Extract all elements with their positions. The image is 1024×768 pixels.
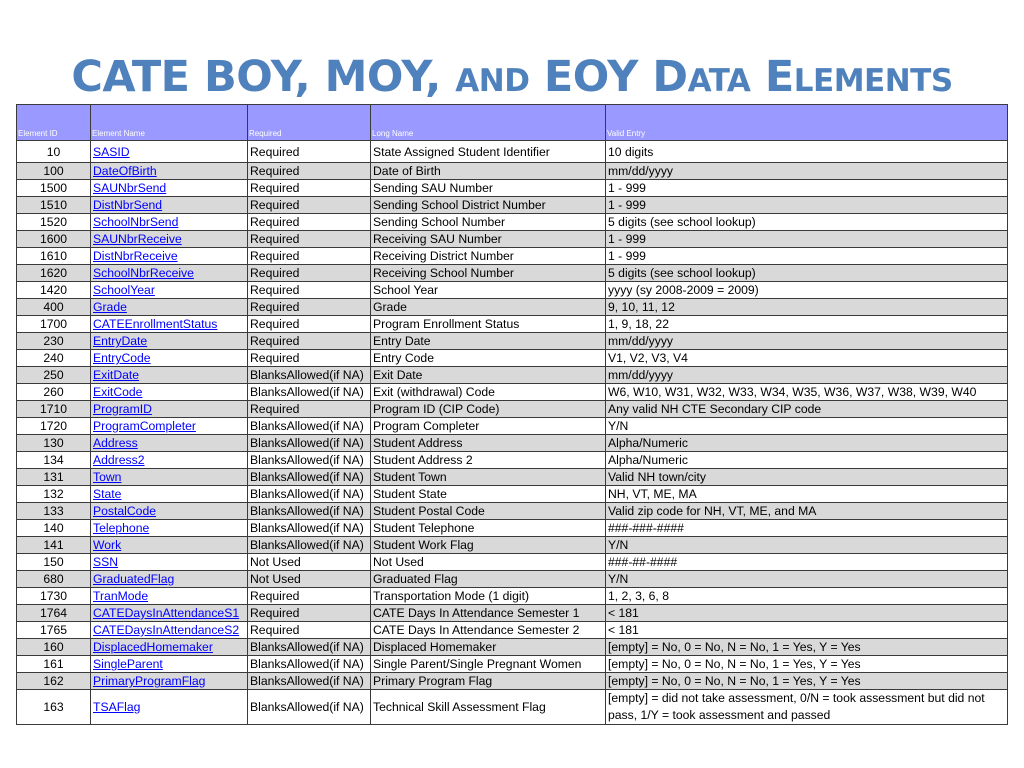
cell-element-name [91, 520, 248, 537]
cell-element-name [91, 622, 248, 639]
cell-required: Required [248, 299, 371, 316]
table-body [17, 141, 1008, 725]
cell-element-id: 134 [17, 452, 91, 469]
element-name-link[interactable]: EntryCode [93, 351, 151, 365]
cell-required: BlanksAllowed(if NA) [248, 639, 371, 656]
cell-element-id: 162 [17, 673, 91, 690]
page-title [0, 42, 1024, 112]
cell-long-name: Program Enrollment Status [371, 316, 606, 333]
cell-long-name: Grade [371, 299, 606, 316]
cell-valid-entry: mm/dd/yyyy [606, 367, 1008, 384]
cell-valid-entry: 5 digits (see school lookup) [606, 214, 1008, 231]
cell-valid-entry: V1, V2, V3, V4 [606, 350, 1008, 367]
element-name-link[interactable]: Telephone [93, 521, 150, 535]
cell-required: BlanksAllowed(if NA) [248, 469, 371, 486]
table-row [17, 163, 1008, 180]
cell-element-name [91, 690, 248, 725]
cell-valid-entry: 5 digits (see school lookup) [606, 265, 1008, 282]
element-name-link[interactable]: SingleParent [93, 657, 163, 671]
cell-valid-entry: < 181 [606, 622, 1008, 639]
cell-element-name [91, 418, 248, 435]
cell-long-name: Not Used [371, 554, 606, 571]
cell-element-name [91, 435, 248, 452]
cell-element-id: 400 [17, 299, 91, 316]
table-row [17, 333, 1008, 350]
table-row [17, 299, 1008, 316]
cell-element-name [91, 367, 248, 384]
cell-element-name [91, 537, 248, 554]
cell-element-id: 140 [17, 520, 91, 537]
cell-valid-entry: 1 - 999 [606, 248, 1008, 265]
cell-element-name [91, 265, 248, 282]
cell-element-name [91, 333, 248, 350]
cell-element-id: 141 [17, 537, 91, 554]
table-row [17, 690, 1008, 725]
cell-element-name [91, 350, 248, 367]
column-header-required: Required [248, 105, 371, 141]
cell-required: Required [248, 248, 371, 265]
cell-valid-entry: NH, VT, ME, MA [606, 486, 1008, 503]
cell-required: BlanksAllowed(if NA) [248, 435, 371, 452]
table-row [17, 141, 1008, 163]
cell-element-name [91, 486, 248, 503]
cell-required: Not Used [248, 554, 371, 571]
cell-valid-entry: 1 - 999 [606, 180, 1008, 197]
cell-valid-entry: mm/dd/yyyy [606, 163, 1008, 180]
cell-long-name: Student State [371, 486, 606, 503]
cell-element-name [91, 673, 248, 690]
cell-element-id: 1600 [17, 231, 91, 248]
cell-required: Required [248, 163, 371, 180]
title-text: AND [455, 63, 530, 99]
element-name-link[interactable]: SchoolYear [93, 283, 155, 297]
cell-long-name: State Assigned Student Identifier [371, 141, 606, 163]
data-elements-table [16, 104, 1008, 725]
cell-valid-entry: Y/N [606, 571, 1008, 588]
cell-element-id: 240 [17, 350, 91, 367]
element-name-link[interactable]: Work [93, 538, 122, 552]
element-name-link[interactable]: PrimaryProgramFlag [93, 674, 206, 688]
table-row [17, 401, 1008, 418]
cell-required: Not Used [248, 571, 371, 588]
cell-required: Required [248, 333, 371, 350]
cell-element-id: 1710 [17, 401, 91, 418]
cell-long-name: Single Parent/Single Pregnant Women [371, 656, 606, 673]
cell-required: BlanksAllowed(if NA) [248, 673, 371, 690]
cell-element-id: 1765 [17, 622, 91, 639]
table-row [17, 316, 1008, 333]
cell-required: Required [248, 588, 371, 605]
cell-element-name [91, 180, 248, 197]
cell-long-name: Displaced Homemaker [371, 639, 606, 656]
table-row [17, 452, 1008, 469]
cell-valid-entry: W6, W10, W31, W32, W33, W34, W35, W36, W37, W38, W39, W40 [606, 384, 1008, 401]
table-row [17, 605, 1008, 622]
cell-long-name: Student Postal Code [371, 503, 606, 520]
cell-element-name [91, 316, 248, 333]
element-name-link[interactable]: PostalCode [93, 504, 157, 518]
table-row [17, 197, 1008, 214]
cell-long-name: Student Work Flag [371, 537, 606, 554]
table-row [17, 520, 1008, 537]
element-name-link[interactable]: Grade [93, 300, 127, 314]
cell-valid-entry: < 181 [606, 605, 1008, 622]
cell-element-name [91, 588, 248, 605]
element-name-link[interactable]: SSN [93, 555, 119, 569]
element-name-link[interactable]: CATEDaysInAttendanceS2 [93, 623, 240, 637]
cell-element-name [91, 469, 248, 486]
cell-element-name [91, 214, 248, 231]
cell-required: Required [248, 197, 371, 214]
cell-long-name: Program ID (CIP Code) [371, 401, 606, 418]
cell-required: BlanksAllowed(if NA) [248, 367, 371, 384]
table-row [17, 265, 1008, 282]
cell-valid-entry: [empty] = did not take assessment, 0/N = took assessment but did not pass, 1/Y = took assessment and passed [606, 690, 1008, 725]
element-name-link[interactable]: SAUNbrSend [93, 181, 167, 195]
element-name-link[interactable]: ExitCode [93, 385, 143, 399]
cell-required: BlanksAllowed(if NA) [248, 503, 371, 520]
cell-element-id: 133 [17, 503, 91, 520]
cell-valid-entry: Valid NH town/city [606, 469, 1008, 486]
table-row [17, 435, 1008, 452]
element-name-link[interactable]: DistNbrSend [93, 198, 163, 212]
element-name-link[interactable]: TSAFlag [93, 700, 141, 714]
table-row [17, 486, 1008, 503]
table-row [17, 418, 1008, 435]
cell-element-id: 1764 [17, 605, 91, 622]
element-name-link[interactable]: DistNbrReceive [93, 249, 178, 263]
column-header-element-id: Element ID [17, 105, 91, 141]
cell-element-id: 160 [17, 639, 91, 656]
table-row [17, 656, 1008, 673]
cell-valid-entry: Y/N [606, 418, 1008, 435]
column-header-element-name: Element Name [91, 105, 248, 141]
cell-valid-entry: mm/dd/yyyy [606, 333, 1008, 350]
cell-required: Required [248, 231, 371, 248]
cell-valid-entry: 10 digits [606, 141, 1008, 163]
cell-element-id: 1730 [17, 588, 91, 605]
cell-long-name: School Year [371, 282, 606, 299]
cell-long-name: Entry Code [371, 350, 606, 367]
cell-long-name: Technical Skill Assessment Flag [371, 690, 606, 725]
cell-valid-entry: Any valid NH CTE Secondary CIP code [606, 401, 1008, 418]
cell-element-name [91, 503, 248, 520]
cell-required: Required [248, 180, 371, 197]
title-text: EOY D [529, 52, 688, 102]
table-row [17, 673, 1008, 690]
cell-long-name: CATE Days In Attendance Semester 2 [371, 622, 606, 639]
table-row [17, 554, 1008, 571]
cell-required: Required [248, 401, 371, 418]
cell-valid-entry: [empty] = No, 0 = No, N = No, 1 = Yes, Y = Yes [606, 639, 1008, 656]
cell-element-id: 230 [17, 333, 91, 350]
cell-element-id: 1610 [17, 248, 91, 265]
cell-long-name: CATE Days In Attendance Semester 1 [371, 605, 606, 622]
table-row [17, 282, 1008, 299]
element-name-link[interactable]: ProgramID [93, 402, 152, 416]
cell-long-name: Sending School Number [371, 214, 606, 231]
cell-required: Required [248, 605, 371, 622]
title-text: ATA [687, 63, 751, 99]
element-name-link[interactable]: SchoolNbrReceive [93, 266, 194, 280]
table-row [17, 537, 1008, 554]
element-name-link[interactable]: Town [93, 470, 122, 484]
element-name-link[interactable]: Address [93, 436, 138, 450]
cell-element-id: 163 [17, 690, 91, 725]
cell-element-name [91, 248, 248, 265]
cell-element-id: 1420 [17, 282, 91, 299]
table-row [17, 384, 1008, 401]
table-row [17, 248, 1008, 265]
cell-valid-entry: Valid zip code for NH, VT, ME, and MA [606, 503, 1008, 520]
cell-element-name [91, 639, 248, 656]
cell-required: BlanksAllowed(if NA) [248, 537, 371, 554]
table-row [17, 350, 1008, 367]
cell-element-name [91, 554, 248, 571]
cell-element-name [91, 163, 248, 180]
cell-element-id: 1720 [17, 418, 91, 435]
cell-long-name: Program Completer [371, 418, 606, 435]
cell-required: Required [248, 350, 371, 367]
cell-required: BlanksAllowed(if NA) [248, 486, 371, 503]
cell-required: BlanksAllowed(if NA) [248, 418, 371, 435]
table-row [17, 571, 1008, 588]
table-row [17, 588, 1008, 605]
element-name-link[interactable]: EntryDate [93, 334, 148, 348]
cell-element-name [91, 571, 248, 588]
cell-valid-entry: Alpha/Numeric [606, 452, 1008, 469]
cell-long-name: Primary Program Flag [371, 673, 606, 690]
element-name-link[interactable]: CATEEnrollmentStatus [93, 317, 218, 331]
cell-required: BlanksAllowed(if NA) [248, 452, 371, 469]
element-name-link[interactable]: DisplacedHomemaker [93, 640, 213, 654]
cell-element-id: 150 [17, 554, 91, 571]
cell-long-name: Exit (withdrawal) Code [371, 384, 606, 401]
cell-valid-entry: 9, 10, 11, 12 [606, 299, 1008, 316]
cell-element-name [91, 384, 248, 401]
cell-long-name: Receiving District Number [371, 248, 606, 265]
cell-long-name: Student Address 2 [371, 452, 606, 469]
table-row [17, 503, 1008, 520]
cell-long-name: Student Address [371, 435, 606, 452]
cell-valid-entry: ###-###-#### [606, 520, 1008, 537]
cell-element-id: 1510 [17, 197, 91, 214]
element-name-link[interactable]: SchoolNbrSend [93, 215, 179, 229]
cell-required: Required [248, 316, 371, 333]
cell-required: Required [248, 141, 371, 163]
cell-long-name: Student Town [371, 469, 606, 486]
cell-long-name: Sending School District Number [371, 197, 606, 214]
cell-element-name [91, 282, 248, 299]
cell-element-name [91, 197, 248, 214]
cell-element-id: 130 [17, 435, 91, 452]
cell-long-name: Sending SAU Number [371, 180, 606, 197]
cell-element-name [91, 452, 248, 469]
cell-valid-entry: ###-##-#### [606, 554, 1008, 571]
table-row [17, 469, 1008, 486]
cell-required: BlanksAllowed(if NA) [248, 384, 371, 401]
cell-valid-entry: 1, 2, 3, 6, 8 [606, 588, 1008, 605]
cell-long-name: Student Telephone [371, 520, 606, 537]
table-row [17, 622, 1008, 639]
cell-element-id: 260 [17, 384, 91, 401]
element-name-link[interactable]: Address2 [93, 453, 145, 467]
cell-required: Required [248, 214, 371, 231]
cell-element-id: 1520 [17, 214, 91, 231]
cell-element-name [91, 141, 248, 163]
table-row [17, 214, 1008, 231]
title-text: E [750, 52, 794, 102]
cell-element-id: 131 [17, 469, 91, 486]
cell-valid-entry: 1, 9, 18, 22 [606, 316, 1008, 333]
cell-element-id: 1700 [17, 316, 91, 333]
table-row [17, 231, 1008, 248]
cell-element-id: 250 [17, 367, 91, 384]
table-row [17, 367, 1008, 384]
cell-required: Required [248, 265, 371, 282]
cell-valid-entry: 1 - 999 [606, 197, 1008, 214]
cell-required: Required [248, 622, 371, 639]
cell-long-name: Exit Date [371, 367, 606, 384]
cell-valid-entry: [empty] = No, 0 = No, N = No, 1 = Yes, Y = Yes [606, 673, 1008, 690]
element-name-link[interactable]: ProgramCompleter [93, 419, 196, 433]
cell-element-id: 161 [17, 656, 91, 673]
cell-element-id: 100 [17, 163, 91, 180]
cell-required: BlanksAllowed(if NA) [248, 520, 371, 537]
cell-element-name [91, 231, 248, 248]
cell-long-name: Graduated Flag [371, 571, 606, 588]
column-header-valid-entry: Valid Entry [606, 105, 1008, 141]
cell-long-name: Entry Date [371, 333, 606, 350]
cell-element-id: 1500 [17, 180, 91, 197]
cell-required: Required [248, 282, 371, 299]
table-row [17, 180, 1008, 197]
cell-valid-entry: Y/N [606, 537, 1008, 554]
cell-long-name: Date of Birth [371, 163, 606, 180]
element-name-link[interactable]: ExitDate [93, 368, 140, 382]
cell-element-name [91, 656, 248, 673]
cell-element-name [91, 605, 248, 622]
title-text: CATE BOY, MOY, [71, 52, 456, 102]
table-row [17, 639, 1008, 656]
cell-required: BlanksAllowed(if NA) [248, 690, 371, 725]
cell-element-id: 1620 [17, 265, 91, 282]
cell-element-id: 132 [17, 486, 91, 503]
cell-valid-entry: Alpha/Numeric [606, 435, 1008, 452]
cell-required: BlanksAllowed(if NA) [248, 656, 371, 673]
element-name-link[interactable]: GraduatedFlag [93, 572, 175, 586]
cell-valid-entry: yyyy (sy 2008-2009 = 2009) [606, 282, 1008, 299]
element-name-link[interactable]: SASID [93, 144, 130, 159]
cell-element-name [91, 299, 248, 316]
cell-valid-entry: 1 - 999 [606, 231, 1008, 248]
element-name-link[interactable]: DateOfBirth [93, 164, 157, 178]
title-text: LEMENTS [793, 63, 953, 99]
cell-long-name: Transportation Mode (1 digit) [371, 588, 606, 605]
table-header-row [17, 105, 1008, 141]
element-name-link[interactable]: CATEDaysInAttendanceS1 [93, 606, 240, 620]
element-name-link[interactable]: State [93, 487, 122, 501]
element-name-link[interactable]: TranMode [93, 589, 149, 603]
cell-long-name: Receiving School Number [371, 265, 606, 282]
cell-long-name: Receiving SAU Number [371, 231, 606, 248]
element-name-link[interactable]: SAUNbrReceive [93, 232, 182, 246]
cell-element-id: 680 [17, 571, 91, 588]
column-header-long-name: Long Name [371, 105, 606, 141]
cell-element-id: 10 [17, 141, 91, 163]
cell-element-name [91, 401, 248, 418]
cell-valid-entry: [empty] = No, 0 = No, N = No, 1 = Yes, Y = Yes [606, 656, 1008, 673]
